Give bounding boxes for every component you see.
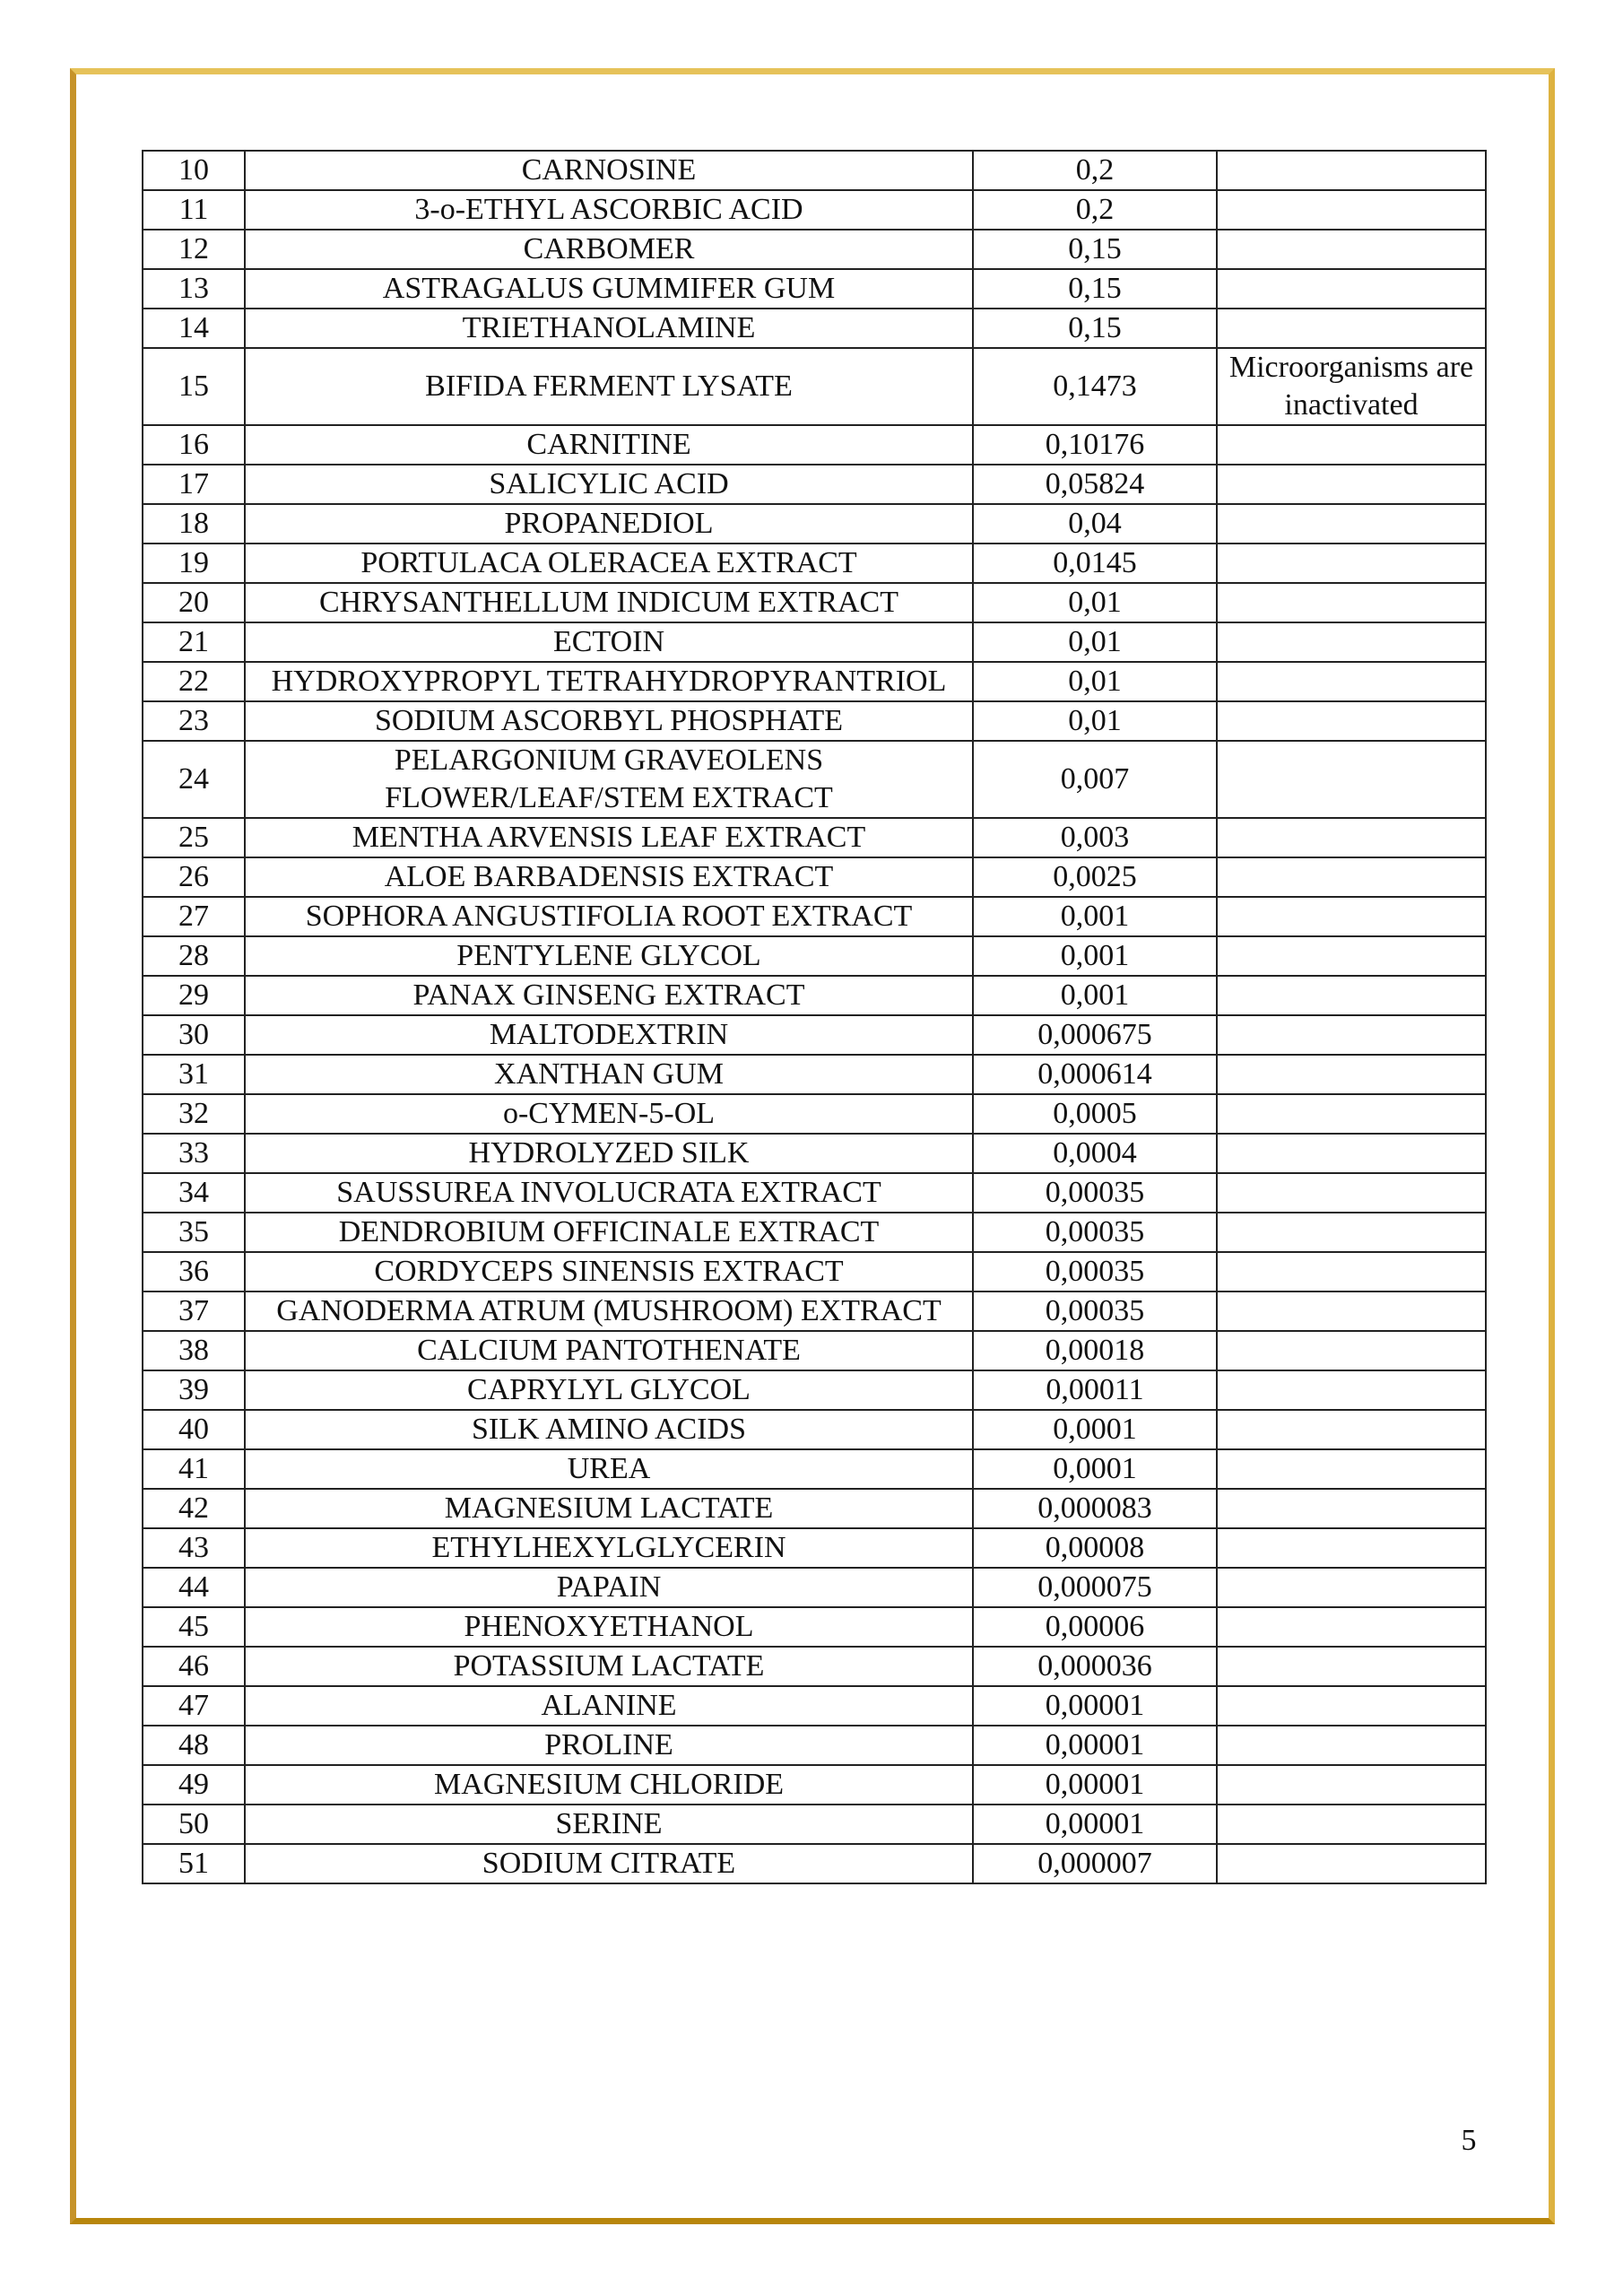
note-cell (1217, 662, 1486, 701)
row-number-cell: 41 (143, 1449, 245, 1489)
ingredient-name-cell: PANAX GINSENG EXTRACT (245, 976, 973, 1015)
note-cell (1217, 936, 1486, 976)
note-cell (1217, 1686, 1486, 1726)
row-number-cell: 21 (143, 622, 245, 662)
table-row (143, 504, 1486, 544)
concentration-cell: 0,000614 (973, 1055, 1217, 1094)
table-row (143, 1055, 1486, 1094)
concentration-cell: 0,00035 (973, 1252, 1217, 1292)
note-cell (1217, 1015, 1486, 1055)
concentration-cell: 0,00001 (973, 1805, 1217, 1844)
concentration-cell: 0,15 (973, 230, 1217, 269)
concentration-cell: 0,15 (973, 309, 1217, 348)
note-cell (1217, 1094, 1486, 1134)
note-cell (1217, 504, 1486, 544)
table-row (143, 857, 1486, 897)
note-cell (1217, 583, 1486, 622)
concentration-cell: 0,0001 (973, 1449, 1217, 1489)
concentration-cell: 0,001 (973, 976, 1217, 1015)
table-row (143, 622, 1486, 662)
table-row (143, 1134, 1486, 1173)
concentration-cell: 0,1473 (973, 348, 1217, 425)
concentration-cell: 0,000036 (973, 1647, 1217, 1686)
concentration-cell: 0,01 (973, 583, 1217, 622)
note-cell (1217, 465, 1486, 504)
table-row (143, 1765, 1486, 1805)
ingredient-name-cell: ALANINE (245, 1686, 973, 1726)
note-cell (1217, 1370, 1486, 1410)
table-row (143, 269, 1486, 309)
page-number: 5 (1461, 2124, 1477, 2157)
row-number-cell: 20 (143, 583, 245, 622)
ingredient-name-cell: MENTHA ARVENSIS LEAF EXTRACT (245, 818, 973, 857)
note-cell (1217, 1568, 1486, 1607)
note-cell (1217, 1134, 1486, 1173)
row-number-cell: 38 (143, 1331, 245, 1370)
ingredient-name-cell: CAPRYLYL GLYCOL (245, 1370, 973, 1410)
table-row (143, 1331, 1486, 1370)
note-cell (1217, 1805, 1486, 1844)
table-row (143, 230, 1486, 269)
note-cell (1217, 269, 1486, 309)
row-number-cell: 18 (143, 504, 245, 544)
ingredient-name-cell: PROLINE (245, 1726, 973, 1765)
note-cell (1217, 741, 1486, 818)
table-row (143, 1252, 1486, 1292)
note-cell (1217, 1726, 1486, 1765)
row-number-cell: 10 (143, 151, 245, 190)
concentration-cell: 0,01 (973, 662, 1217, 701)
row-number-cell: 12 (143, 230, 245, 269)
note-cell (1217, 151, 1486, 190)
concentration-cell: 0,007 (973, 741, 1217, 818)
ingredients-table (142, 150, 1487, 1884)
ingredient-name-cell: ASTRAGALUS GUMMIFER GUM (245, 269, 973, 309)
concentration-cell: 0,003 (973, 818, 1217, 857)
ingredient-name-cell: DENDROBIUM OFFICINALE EXTRACT (245, 1213, 973, 1252)
concentration-cell: 0,001 (973, 897, 1217, 936)
note-cell (1217, 1173, 1486, 1213)
ingredient-name-cell: ALOE BARBADENSIS EXTRACT (245, 857, 973, 897)
table-row (143, 1805, 1486, 1844)
row-number-cell: 22 (143, 662, 245, 701)
concentration-cell: 0,01 (973, 701, 1217, 741)
note-cell (1217, 190, 1486, 230)
note-cell (1217, 701, 1486, 741)
ingredient-name-cell: SODIUM CITRATE (245, 1844, 973, 1883)
concentration-cell: 0,0025 (973, 857, 1217, 897)
ingredient-name-cell: XANTHAN GUM (245, 1055, 973, 1094)
note-cell (1217, 1252, 1486, 1292)
ingredient-name-cell: ETHYLHEXYLGLYCERIN (245, 1528, 973, 1568)
row-number-cell: 35 (143, 1213, 245, 1252)
note-cell (1217, 230, 1486, 269)
row-number-cell: 19 (143, 544, 245, 583)
ingredient-name-cell: GANODERMA ATRUM (MUSHROOM) EXTRACT (245, 1292, 973, 1331)
row-number-cell: 17 (143, 465, 245, 504)
concentration-cell: 0,000075 (973, 1568, 1217, 1607)
row-number-cell: 39 (143, 1370, 245, 1410)
ingredient-name-cell: HYDROLYZED SILK (245, 1134, 973, 1173)
table-row (143, 701, 1486, 741)
concentration-cell: 0,00006 (973, 1607, 1217, 1647)
ingredient-name-cell: CARBOMER (245, 230, 973, 269)
concentration-cell: 0,000007 (973, 1844, 1217, 1883)
concentration-cell: 0,2 (973, 151, 1217, 190)
ingredient-name-cell: MAGNESIUM CHLORIDE (245, 1765, 973, 1805)
ingredient-name-cell: MALTODEXTRIN (245, 1015, 973, 1055)
row-number-cell: 49 (143, 1765, 245, 1805)
ingredient-name-cell: CORDYCEPS SINENSIS EXTRACT (245, 1252, 973, 1292)
ingredient-name-cell: SALICYLIC ACID (245, 465, 973, 504)
ingredient-name-cell: ECTOIN (245, 622, 973, 662)
ingredient-name-cell: PROPANEDIOL (245, 504, 973, 544)
row-number-cell: 11 (143, 190, 245, 230)
note-cell (1217, 309, 1486, 348)
table-row (143, 1528, 1486, 1568)
table-row (143, 1489, 1486, 1528)
row-number-cell: 27 (143, 897, 245, 936)
row-number-cell: 15 (143, 348, 245, 425)
concentration-cell: 0,00035 (973, 1213, 1217, 1252)
concentration-cell: 0,00001 (973, 1726, 1217, 1765)
note-cell (1217, 897, 1486, 936)
concentration-cell: 0,00001 (973, 1686, 1217, 1726)
ingredient-name-cell: SERINE (245, 1805, 973, 1844)
ingredient-name-cell: PORTULACA OLERACEA EXTRACT (245, 544, 973, 583)
table-row (143, 1173, 1486, 1213)
table-row (143, 818, 1486, 857)
row-number-cell: 43 (143, 1528, 245, 1568)
ingredient-name-cell: CARNOSINE (245, 151, 973, 190)
ingredient-name-cell: 3-o-ETHYL ASCORBIC ACID (245, 190, 973, 230)
note-cell (1217, 1449, 1486, 1489)
note-cell (1217, 818, 1486, 857)
row-number-cell: 44 (143, 1568, 245, 1607)
note-cell (1217, 1647, 1486, 1686)
table-row (143, 897, 1486, 936)
table-row (143, 465, 1486, 504)
table-row (143, 309, 1486, 348)
concentration-cell: 0,2 (973, 190, 1217, 230)
table-row (143, 544, 1486, 583)
row-number-cell: 32 (143, 1094, 245, 1134)
ingredient-name-cell: CALCIUM PANTOTHENATE (245, 1331, 973, 1370)
row-number-cell: 45 (143, 1607, 245, 1647)
row-number-cell: 28 (143, 936, 245, 976)
table-row (143, 1568, 1486, 1607)
note-cell (1217, 544, 1486, 583)
table-row (143, 151, 1486, 190)
concentration-cell: 0,0145 (973, 544, 1217, 583)
table-row (143, 662, 1486, 701)
table-row (143, 1647, 1486, 1686)
concentration-cell: 0,05824 (973, 465, 1217, 504)
note-cell (1217, 1055, 1486, 1094)
row-number-cell: 30 (143, 1015, 245, 1055)
ingredient-name-cell: UREA (245, 1449, 973, 1489)
ingredient-name-cell: HYDROXYPROPYL TETRAHYDROPYRANTRIOL (245, 662, 973, 701)
concentration-cell: 0,0001 (973, 1410, 1217, 1449)
row-number-cell: 13 (143, 269, 245, 309)
table-row (143, 1607, 1486, 1647)
concentration-cell: 0,00018 (973, 1331, 1217, 1370)
row-number-cell: 48 (143, 1726, 245, 1765)
table-row (143, 190, 1486, 230)
row-number-cell: 25 (143, 818, 245, 857)
note-cell (1217, 1844, 1486, 1883)
note-cell (1217, 1410, 1486, 1449)
note-cell (1217, 1292, 1486, 1331)
concentration-cell: 0,00008 (973, 1528, 1217, 1568)
ingredients-table-body (143, 151, 1486, 1883)
note-cell (1217, 857, 1486, 897)
concentration-cell: 0,001 (973, 936, 1217, 976)
concentration-cell: 0,00001 (973, 1765, 1217, 1805)
table-row (143, 1844, 1486, 1883)
row-number-cell: 47 (143, 1686, 245, 1726)
ingredient-name-cell: PENTYLENE GLYCOL (245, 936, 973, 976)
concentration-cell: 0,10176 (973, 425, 1217, 465)
concentration-cell: 0,04 (973, 504, 1217, 544)
table-row (143, 348, 1486, 425)
ingredient-name-cell: BIFIDA FERMENT LYSATE (245, 348, 973, 425)
row-number-cell: 14 (143, 309, 245, 348)
ingredient-name-cell: CARNITINE (245, 425, 973, 465)
table-row (143, 741, 1486, 818)
note-cell (1217, 425, 1486, 465)
table-row (143, 583, 1486, 622)
table-row (143, 425, 1486, 465)
ingredient-name-cell: PELARGONIUM GRAVEOLENS FLOWER/LEAF/STEM EXTRACT (245, 741, 973, 818)
concentration-cell: 0,00035 (973, 1173, 1217, 1213)
row-number-cell: 50 (143, 1805, 245, 1844)
concentration-cell: 0,000083 (973, 1489, 1217, 1528)
row-number-cell: 26 (143, 857, 245, 897)
note-cell (1217, 1213, 1486, 1252)
ingredient-name-cell: o-CYMEN-5-OL (245, 1094, 973, 1134)
concentration-cell: 0,0005 (973, 1094, 1217, 1134)
concentration-cell: 0,00035 (973, 1292, 1217, 1331)
table-row (143, 1015, 1486, 1055)
table-row (143, 1292, 1486, 1331)
table-row (143, 1094, 1486, 1134)
ingredient-name-cell: MAGNESIUM LACTATE (245, 1489, 973, 1528)
ingredient-name-cell: CHRYSANTHELLUM INDICUM EXTRACT (245, 583, 973, 622)
row-number-cell: 46 (143, 1647, 245, 1686)
table-row (143, 1370, 1486, 1410)
table-row (143, 1726, 1486, 1765)
note-cell (1217, 1607, 1486, 1647)
row-number-cell: 34 (143, 1173, 245, 1213)
row-number-cell: 51 (143, 1844, 245, 1883)
note-cell (1217, 976, 1486, 1015)
table-row (143, 936, 1486, 976)
note-cell (1217, 1765, 1486, 1805)
note-cell (1217, 622, 1486, 662)
table-row (143, 1449, 1486, 1489)
table-row (143, 1213, 1486, 1252)
row-number-cell: 42 (143, 1489, 245, 1528)
row-number-cell: 36 (143, 1252, 245, 1292)
ingredient-name-cell: POTASSIUM LACTATE (245, 1647, 973, 1686)
row-number-cell: 29 (143, 976, 245, 1015)
table-row (143, 976, 1486, 1015)
ingredient-name-cell: TRIETHANOLAMINE (245, 309, 973, 348)
concentration-cell: 0,15 (973, 269, 1217, 309)
ingredient-name-cell: SOPHORA ANGUSTIFOLIA ROOT EXTRACT (245, 897, 973, 936)
note-cell: Microorganisms are inactivated (1217, 348, 1486, 425)
note-cell (1217, 1489, 1486, 1528)
table-row (143, 1686, 1486, 1726)
ingredient-name-cell: SILK AMINO ACIDS (245, 1410, 973, 1449)
concentration-cell: 0,0004 (973, 1134, 1217, 1173)
concentration-cell: 0,01 (973, 622, 1217, 662)
row-number-cell: 33 (143, 1134, 245, 1173)
concentration-cell: 0,00011 (973, 1370, 1217, 1410)
note-cell (1217, 1331, 1486, 1370)
row-number-cell: 24 (143, 741, 245, 818)
row-number-cell: 31 (143, 1055, 245, 1094)
row-number-cell: 37 (143, 1292, 245, 1331)
ingredient-name-cell: PAPAIN (245, 1568, 973, 1607)
table-row (143, 1410, 1486, 1449)
ingredient-name-cell: SODIUM ASCORBYL PHOSPHATE (245, 701, 973, 741)
ingredient-name-cell: SAUSSUREA INVOLUCRATA EXTRACT (245, 1173, 973, 1213)
concentration-cell: 0,000675 (973, 1015, 1217, 1055)
row-number-cell: 16 (143, 425, 245, 465)
ingredient-name-cell: PHENOXYETHANOL (245, 1607, 973, 1647)
row-number-cell: 23 (143, 701, 245, 741)
note-cell (1217, 1528, 1486, 1568)
row-number-cell: 40 (143, 1410, 245, 1449)
